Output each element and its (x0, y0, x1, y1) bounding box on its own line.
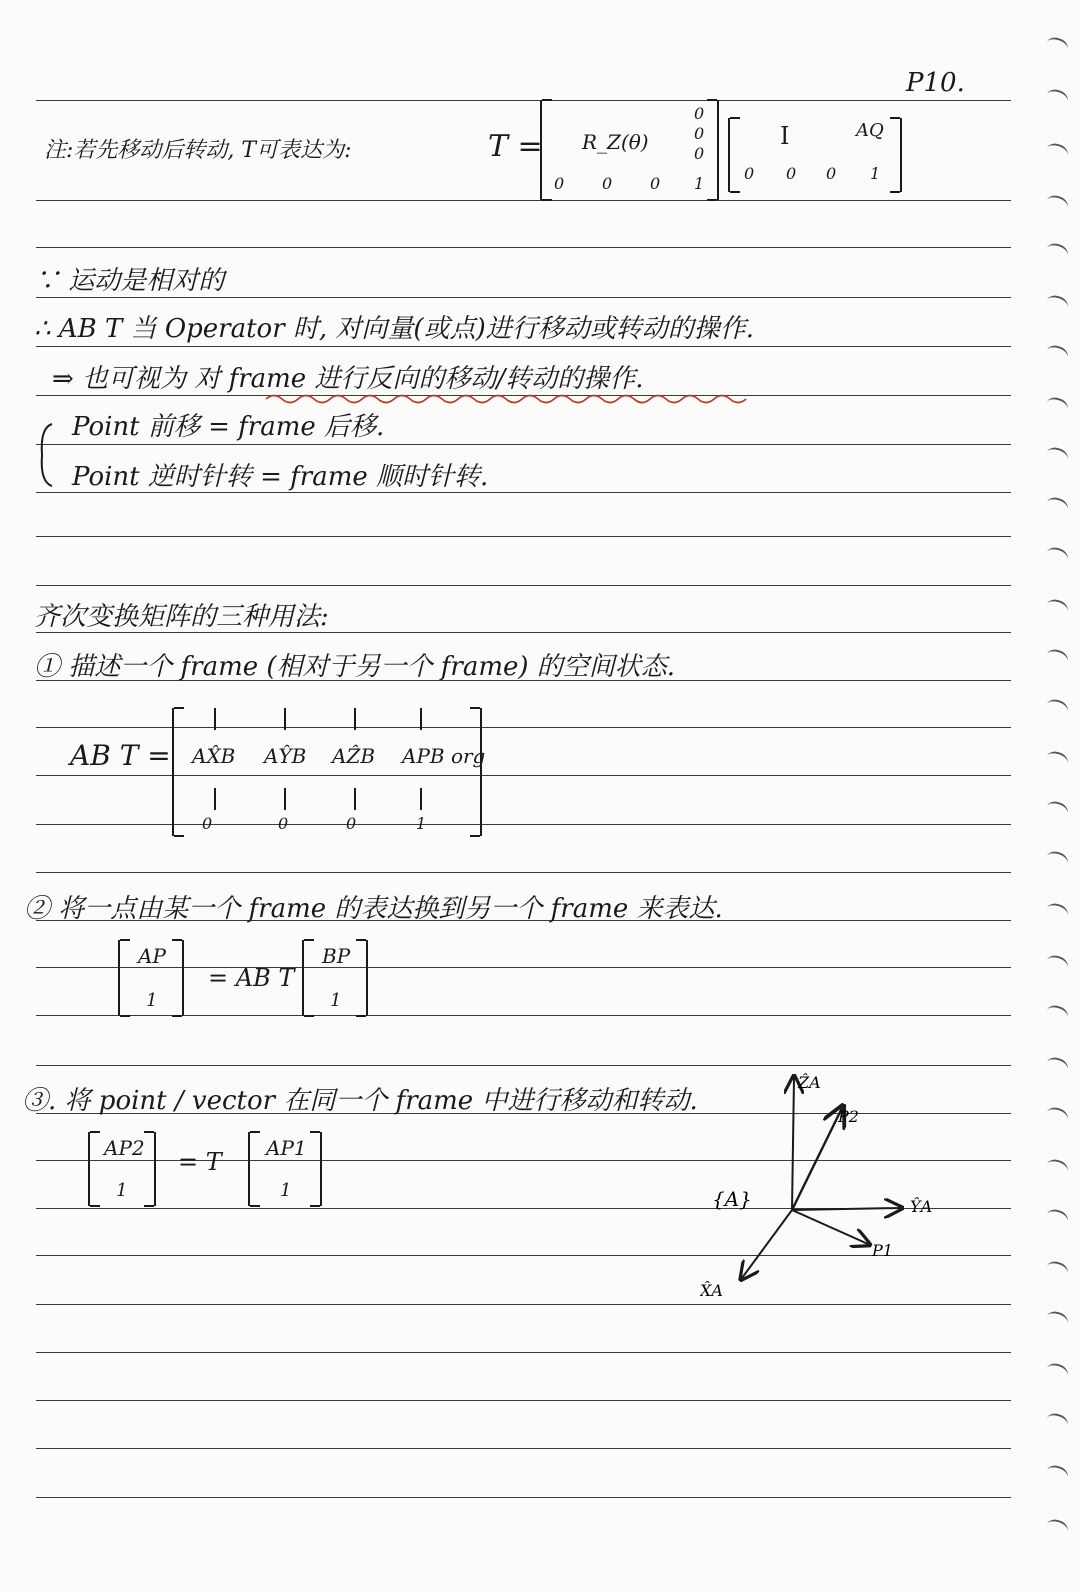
note-prefix: 注:若先移动后转动, T可表达为: (44, 138, 352, 163)
column-bar (284, 788, 286, 810)
binder-ring (1044, 1055, 1070, 1077)
column-bar (214, 708, 216, 730)
z-axis (792, 1078, 794, 1210)
vector-AP (118, 940, 184, 1016)
binder-ring (1044, 445, 1070, 467)
matrix-rotation (540, 100, 719, 200)
binder-ring (1044, 35, 1070, 57)
matrix-cell: 0 (744, 164, 755, 183)
matrix-cell: 0 (202, 814, 213, 833)
frame-diagram (700, 1060, 960, 1320)
binder-ring (1044, 697, 1070, 719)
vector-cell: 1 (146, 990, 158, 1011)
column-bar (284, 708, 286, 730)
matrix-cell: AẐB (332, 744, 376, 768)
binder-ring (1044, 545, 1070, 567)
binder-ring (1044, 849, 1070, 871)
vector-BP (302, 940, 368, 1016)
matrix-cell: 1 (416, 814, 427, 833)
matrix-cell: 0 (786, 164, 797, 183)
matrix-translation (728, 118, 902, 192)
matrix-cell: AQ (856, 120, 884, 141)
label-z: ẐA (798, 1073, 821, 1092)
matrix-cell: AŶB (264, 744, 307, 768)
section-heading: 齐次变换矩阵的三种用法: (34, 602, 329, 632)
ruled-line (36, 536, 1011, 537)
ruled-line (36, 632, 1011, 633)
column-bar (214, 788, 216, 810)
vector-cell: BP (322, 944, 351, 968)
binder-ring (1044, 1157, 1070, 1179)
binder-ring (1044, 395, 1070, 417)
matrix-cell: 1 (870, 164, 881, 183)
usage-2: ② 将一点由某一个 frame 的表达换到另一个 frame 来表达. (24, 894, 723, 924)
page-number: P10. (906, 68, 965, 98)
binder-ring (1044, 343, 1070, 365)
binder-ring (1044, 495, 1070, 517)
binder-ring (1044, 1259, 1070, 1281)
note-T-equals: T = (488, 129, 543, 164)
ruled-line (36, 1352, 1011, 1353)
binder-ring (1044, 597, 1070, 619)
ruled-line (36, 1497, 1011, 1498)
vector-p2 (792, 1108, 842, 1210)
binder-ring (1044, 1003, 1070, 1025)
matrix-cell: 0 (694, 104, 705, 123)
vector-AP2 (88, 1132, 156, 1206)
matrix-cell: 0 (694, 124, 705, 143)
line-motion-relative: ∵ 运动是相对的 (34, 266, 225, 296)
binder-ring (1044, 293, 1070, 315)
vector-cell: AP2 (104, 1136, 145, 1160)
usage-3: ③. 将 point / vector 在同一个 frame 中进行移动和转动. (22, 1086, 698, 1116)
binder-ring (1044, 1207, 1070, 1229)
frame-label: {A} (712, 1187, 752, 1211)
vector-cell: AP1 (266, 1136, 307, 1160)
label-x: X̂A (700, 1281, 723, 1300)
matrix-cell: AX̂B (192, 744, 236, 768)
eq3-mid: = T (178, 1148, 222, 1176)
matrix-cell: 0 (602, 174, 613, 193)
ruled-line (36, 297, 1011, 298)
matrix-cell: I (780, 122, 790, 150)
matrix-cell: R_Z(θ) (582, 130, 649, 154)
binder-ring (1044, 87, 1070, 109)
usage-1: ① 描述一个 frame (相对于另一个 frame) 的空间状态. (34, 652, 676, 682)
ruled-line (36, 444, 1011, 445)
vector-cell: AP (138, 944, 166, 968)
label-y: ŶA (910, 1197, 933, 1216)
ruled-line (36, 1448, 1011, 1449)
vector-cell: 1 (280, 1180, 292, 1201)
line-inverse-frame: ⇒ 也可视为 对 frame 进行反向的移动/转动的操作. (52, 364, 644, 394)
ruled-line (36, 585, 1011, 586)
matrix-cell: 0 (278, 814, 289, 833)
binder-ring (1044, 1517, 1070, 1539)
vector-cell: 1 (330, 990, 342, 1011)
matrix-homogeneous (172, 708, 486, 836)
binder-ring (1044, 799, 1070, 821)
binder-ring (1044, 749, 1070, 771)
binder-ring (1044, 1105, 1070, 1127)
matrix-cell: 1 (694, 174, 705, 193)
binder-ring (1044, 647, 1070, 669)
label-p2: P2 (838, 1107, 859, 1126)
line-point-forward: Point 前移 = frame 后移. (72, 412, 385, 442)
binder-ring (1044, 901, 1070, 923)
matrix-cell: 0 (346, 814, 357, 833)
ruled-line (36, 200, 1011, 201)
binder-ring (1044, 1463, 1070, 1485)
ruled-line (36, 346, 1011, 347)
binder-ring (1044, 1309, 1070, 1331)
binder-ring (1044, 1411, 1070, 1433)
ruled-line (36, 872, 1011, 873)
eq2-mid: = AB T (208, 964, 295, 992)
binder-ring (1044, 241, 1070, 263)
wavy-underline (266, 392, 756, 404)
column-bar (354, 788, 356, 810)
line-point-rotate: Point 逆时针转 = frame 顺时针转. (72, 462, 489, 492)
label-p1: P1 (872, 1241, 893, 1260)
vector-AP1 (248, 1132, 322, 1206)
eq1-lhs: AB T = (70, 739, 171, 772)
ruled-line (36, 1400, 1011, 1401)
column-bar (420, 708, 422, 730)
binder-ring (1044, 1361, 1070, 1383)
binder-ring (1044, 953, 1070, 975)
column-bar (420, 788, 422, 810)
matrix-cell: APB org (402, 744, 486, 768)
matrix-cell: 0 (554, 174, 565, 193)
vector-p1 (792, 1210, 868, 1244)
matrix-cell: 0 (826, 164, 837, 183)
y-axis (792, 1208, 900, 1210)
binder-ring (1044, 141, 1070, 163)
ruled-line (36, 100, 1011, 101)
ruled-line (36, 247, 1011, 248)
binder-ring (1044, 193, 1070, 215)
column-bar (354, 708, 356, 730)
matrix-cell: 0 (650, 174, 661, 193)
x-axis (742, 1210, 792, 1278)
ruled-line (36, 492, 1011, 493)
line-operator: ∴ AB T 当 Operator 时, 对向量(或点)进行移动或转动的操作. (34, 314, 754, 344)
curly-brace (36, 420, 56, 490)
matrix-cell: 0 (694, 144, 705, 163)
vector-cell: 1 (116, 1180, 128, 1201)
